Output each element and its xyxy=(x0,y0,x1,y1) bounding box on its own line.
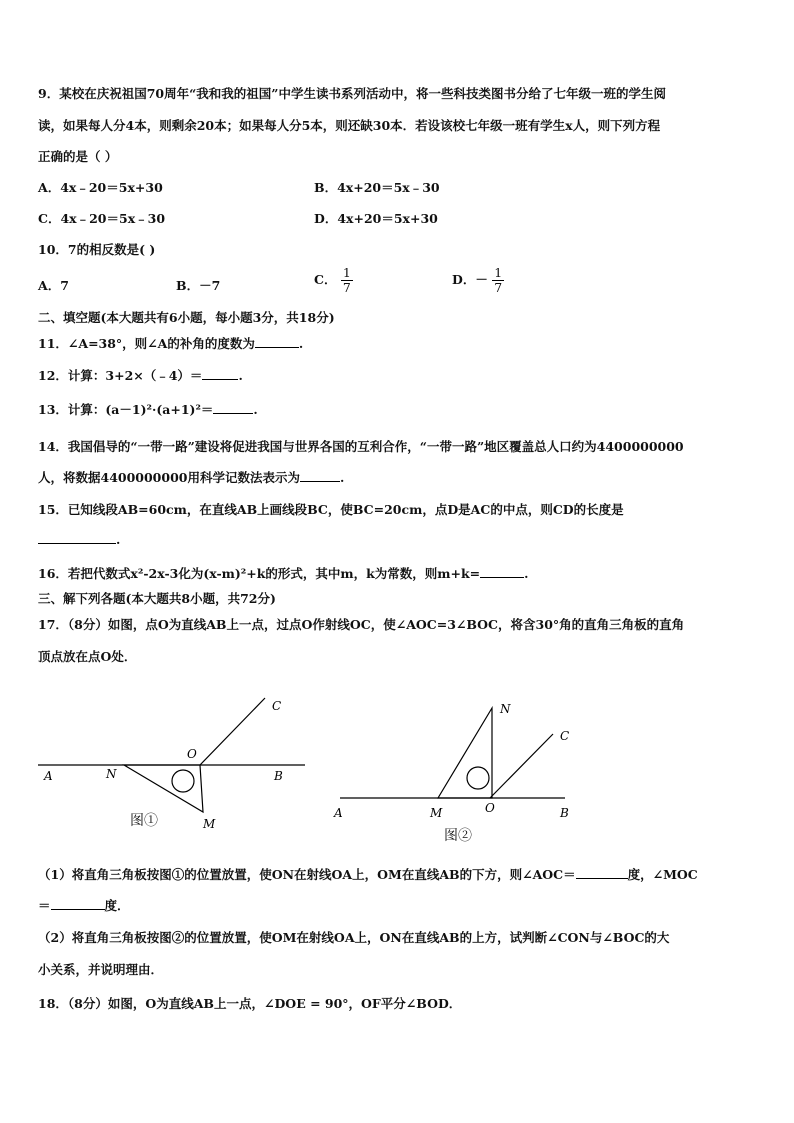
q10-option-b: B．－7 xyxy=(176,278,221,293)
label-a: A xyxy=(334,806,343,820)
q9-line1: 9．某校在庆祝祖国70周年“我和我的祖国”中学生读书系列活动中，将一些科技类图书分给了七年级一班的学生阅 xyxy=(38,86,666,101)
q10-option-c-prefix: C． xyxy=(314,272,337,287)
q17-part2-line1: （2）将直角三角板按图②的位置放置，使OM在射线OA上，ON在直线AB的上方，试判断∠CON与∠BOC的大 xyxy=(38,930,670,945)
q14-line1: 14．我国倡导的“一带一路”建设将促进我国与世界各国的互利合作，“一带一路”地区覆盖总人口约为4400000000 xyxy=(38,439,684,454)
label-c: C xyxy=(272,699,282,713)
figure-1-caption: 图① xyxy=(130,813,158,829)
q9-option-a: A．4x﹣20＝5x+30 xyxy=(38,180,163,195)
fraction-denominator: 7 xyxy=(342,280,351,295)
label-b: B xyxy=(274,769,283,783)
q9-option-d: D．4x+20＝5x+30 xyxy=(314,211,438,226)
q17-part1-line2 xyxy=(38,896,130,914)
q13-end: . xyxy=(253,402,258,417)
fraction-denominator: 7 xyxy=(494,280,503,295)
q17-part1-d: 度． xyxy=(104,898,130,913)
q16 xyxy=(38,564,529,582)
q13 xyxy=(38,400,258,418)
q14-line2-text: 人，将数据4400000000用科学记数法表示为 xyxy=(38,470,300,485)
q12 xyxy=(38,366,243,384)
q17-part1-a: （1）将直角三角板按图①的位置放置，使ON在射线OA上，OM在直线AB的下方，则∠AOC＝ xyxy=(38,867,576,882)
q17-part2-line2: 小关系，并说明理由． xyxy=(38,962,164,977)
section-3-heading: 三、解下列各题(本大题共8小题，共72分) xyxy=(38,591,276,606)
q12-end: . xyxy=(238,368,243,383)
ray-oc xyxy=(200,698,265,765)
answer-blank xyxy=(255,337,299,348)
q10-option-d xyxy=(452,266,504,295)
q10-option-d-fraction xyxy=(492,266,504,295)
q17-part1-b: 度，∠MOC xyxy=(627,867,698,882)
q15-line1: 15．已知线段AB=60cm，在直线AB上画线段BC，使BC=20cm，点D是AC的中点，则CD的长度是 xyxy=(38,502,624,517)
answer-blank xyxy=(51,899,105,910)
ruler-hole xyxy=(467,767,489,789)
q9-option-c: C．4x﹣20＝5x﹣30 xyxy=(38,211,166,226)
q16-text: 16．若把代数式x²-2x-3化为(x-m)²+k的形式，其中m，k为常数，则m+k= xyxy=(38,566,481,581)
q10-option-c-fraction xyxy=(341,266,353,295)
figure-1 xyxy=(0,680,330,840)
label-a: A xyxy=(44,769,53,783)
q17-part1-c: ＝ xyxy=(38,898,51,913)
section-2-heading: 二、填空题(本大题共有6小题，每小题3分，共18分) xyxy=(38,310,335,325)
label-b: B xyxy=(560,806,569,820)
label-n: N xyxy=(106,767,117,781)
q16-end: . xyxy=(524,566,529,581)
q11-text: 11．∠A=38°，则∠A的补角的度数为 xyxy=(38,336,255,351)
label-n: N xyxy=(500,702,511,716)
fraction-numerator: 1 xyxy=(494,265,503,280)
triangle-ruler xyxy=(438,708,492,798)
answer-blank xyxy=(576,868,628,879)
answer-blank xyxy=(38,533,116,544)
answer-blank xyxy=(480,567,524,578)
q11 xyxy=(38,334,303,352)
q14-line2 xyxy=(38,468,344,486)
q13-text: 13．计算：(a－1)²·(a+1)²＝ xyxy=(38,402,214,417)
answer-blank xyxy=(300,471,340,482)
ruler-hole xyxy=(172,770,194,792)
label-m: M xyxy=(203,817,216,831)
q9-line3: 正确的是（ ） xyxy=(38,149,118,164)
q17-line2: 顶点放在点O处． xyxy=(38,649,137,664)
q15-end: . xyxy=(116,532,121,547)
q15-line2 xyxy=(38,532,120,547)
q10-option-d-prefix: D．－ xyxy=(452,272,488,287)
q10-option-c xyxy=(314,266,353,295)
q17-part1-line1 xyxy=(38,865,698,883)
answer-blank xyxy=(213,403,253,414)
label-c: C xyxy=(560,729,570,743)
q9-option-b: B．4x+20＝5x﹣30 xyxy=(314,180,440,195)
q9-line2: 读，如果每人分4本，则剩余20本；如果每人分5本，则还缺30本．若设该校七年级一班有学生x人，则下列方程 xyxy=(38,118,661,133)
figure-2-caption: 图② xyxy=(444,828,472,844)
label-o: O xyxy=(187,747,197,761)
q10-option-a: A．7 xyxy=(38,278,69,293)
fraction-numerator: 1 xyxy=(342,265,351,280)
q17-line1: 17．（8分）如图，点O为直线AB上一点，过点O作射线OC，使∠AOC=3∠BOC，将含30°角的直角三角板的直角 xyxy=(38,617,685,632)
q18: 18．（8分）如图，O为直线AB上一点，∠DOE = 90°，OF平分∠BOD． xyxy=(38,996,462,1011)
q11-end: . xyxy=(298,336,304,351)
ray-oc xyxy=(490,734,553,798)
q12-text: 12．计算：3+2×（﹣4）＝ xyxy=(38,368,203,383)
q14-end: . xyxy=(339,470,345,485)
label-m: M xyxy=(430,806,443,820)
q10-stem: 10．7的相反数是( ) xyxy=(38,242,156,257)
label-o: O xyxy=(485,801,495,815)
answer-blank xyxy=(202,369,238,380)
